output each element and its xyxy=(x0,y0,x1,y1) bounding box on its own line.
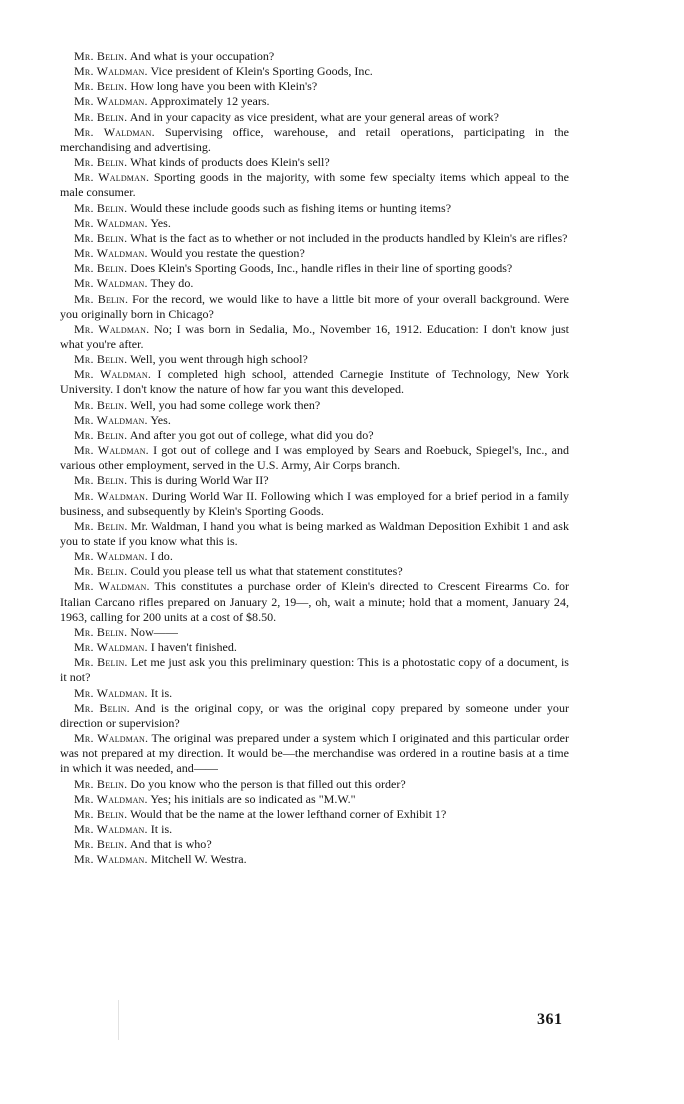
speaker-name: Mr. Waldman. xyxy=(74,367,152,382)
speaker-name: Mr. Belin. xyxy=(74,155,128,170)
speaker-name: Mr. Belin. xyxy=(74,564,128,579)
speech-text: During World War II. Following which I was employed for a brief period in a family business, and subsequently by Klein's Sporting Goods. xyxy=(60,488,570,518)
speaker-name: Mr. Belin. xyxy=(74,291,129,306)
speaker-name: Mr. Belin. xyxy=(74,776,128,791)
speaker-name: Mr. Waldman. xyxy=(74,731,149,746)
speaker-name: Mr. Waldman. xyxy=(74,640,148,655)
speech-text: I haven't finished. xyxy=(147,640,237,655)
speech-text: For the record, we would like to have a little bit more of your overall background. Were you originally born in Chicago? xyxy=(60,291,569,321)
transcript-paragraph xyxy=(60,261,569,276)
speaker-name: Mr. Waldman. xyxy=(74,821,148,836)
speaker-name: Mr. Belin. xyxy=(74,109,128,124)
speaker-name: Mr. Belin. xyxy=(74,624,128,639)
speaker-name: Mr. Belin. xyxy=(74,230,128,245)
speaker-name: Mr. Belin. xyxy=(74,352,128,367)
speech-text: And what is your occupation? xyxy=(127,49,275,63)
transcript-paragraph xyxy=(60,398,569,413)
speech-text: How long have you been with Klein's? xyxy=(127,79,318,94)
speaker-name: Mr. Waldman. xyxy=(74,549,148,564)
speaker-name: Mr. Waldman. xyxy=(74,246,148,261)
speech-text: I do. xyxy=(147,549,173,564)
speaker-name: Mr. Waldman. xyxy=(74,488,149,503)
transcript-paragraph xyxy=(60,731,569,776)
transcript-paragraph xyxy=(60,125,569,155)
speech-text: Supervising office, warehouse, and retail operations, participating in the merchandising and advertising. xyxy=(60,124,570,154)
speaker-name: Mr. Belin. xyxy=(74,49,128,63)
transcript-paragraph xyxy=(60,292,569,322)
speech-text: And after you got out of college, what did you do? xyxy=(127,427,374,442)
transcript-paragraph xyxy=(60,170,569,200)
speech-text: Well, you went through high school? xyxy=(127,352,308,367)
transcript-paragraph xyxy=(60,231,569,246)
transcript-paragraph xyxy=(60,473,569,488)
transcript-paragraph xyxy=(60,489,569,519)
speaker-name: Mr. Waldman. xyxy=(74,579,150,594)
speech-text: And in your capacity as vice president, what are your general areas of work? xyxy=(127,109,499,124)
margin-mark xyxy=(118,1000,119,1040)
speech-text: They do. xyxy=(147,276,194,291)
speaker-name: Mr. Waldman. xyxy=(74,276,148,291)
transcript-paragraph xyxy=(60,216,569,231)
speaker-name: Mr. Belin. xyxy=(74,655,128,670)
speech-text: What kinds of products does Klein's sell? xyxy=(127,155,330,170)
speech-text: No; I was born in Sedalia, Mo., November 16, 1912. Education: I don't know just what you're after. xyxy=(60,321,570,351)
transcript-paragraph xyxy=(60,201,569,216)
speaker-name: Mr. Waldman. xyxy=(74,685,148,700)
transcript-paragraph xyxy=(60,564,569,579)
speaker-name: Mr. Waldman. xyxy=(74,852,148,867)
transcript-paragraph xyxy=(60,837,569,852)
speaker-name: Mr. Belin. xyxy=(74,837,128,852)
speech-text: Let me just ask you this preliminary question: This is a photostatic copy of a document, is it not? xyxy=(60,655,570,685)
speech-text: And that is who? xyxy=(127,837,212,852)
transcript-paragraph xyxy=(60,822,569,837)
speech-text: Yes. xyxy=(147,215,171,230)
speech-text: Would these include goods such as fishing items or hunting items? xyxy=(127,200,452,215)
transcript-paragraph xyxy=(60,352,569,367)
transcript-paragraph xyxy=(60,686,569,701)
speech-text: Would that be the name at the lower lefthand corner of Exhibit 1? xyxy=(127,806,447,821)
speaker-name: Mr. Belin. xyxy=(74,427,128,442)
page-number: 361 xyxy=(537,1011,563,1028)
transcript-paragraph xyxy=(60,519,569,549)
transcript-paragraph xyxy=(60,155,569,170)
speech-text: Do you know who the person is that filled out this order? xyxy=(127,776,406,791)
speech-text: What is the fact as to whether or not included in the products handled by Klein's are rifles? xyxy=(127,230,568,245)
speaker-name: Mr. Waldman. xyxy=(74,412,148,427)
speaker-name: Mr. Waldman. xyxy=(74,443,149,458)
speech-text: Well, you had some college work then? xyxy=(127,397,321,412)
speech-text: Approximately 12 years. xyxy=(147,94,270,109)
speaker-name: Mr. Belin. xyxy=(74,806,128,821)
transcript-paragraph xyxy=(60,625,569,640)
speech-text: Now—— xyxy=(127,624,178,639)
transcript-paragraph xyxy=(60,655,569,685)
transcript-paragraph xyxy=(60,246,569,261)
transcript-paragraph xyxy=(60,49,569,64)
speaker-name: Mr. Waldman. xyxy=(74,124,155,139)
speech-text: Would you restate the question? xyxy=(147,246,305,261)
speech-text: It is. xyxy=(147,821,173,836)
speaker-name: Mr. Waldman. xyxy=(74,215,148,230)
transcript-paragraph xyxy=(60,413,569,428)
speech-text: Yes. xyxy=(147,412,171,427)
speech-text: And is the original copy, or was the original copy prepared by someone under your direction or supervision? xyxy=(60,700,569,730)
speech-text: Could you please tell us what that statement constitutes? xyxy=(127,564,403,579)
speech-text: Does Klein's Sporting Goods, Inc., handle rifles in their line of sporting goods? xyxy=(127,261,513,276)
speaker-name: Mr. Belin. xyxy=(74,473,128,488)
speaker-name: Mr. Waldman. xyxy=(74,94,148,109)
speech-text: I got out of college and I was employed by Sears and Roebuck, Spiegel's, Inc., and various other employment, served in the U.S. Army, Air Corps branch. xyxy=(60,443,570,473)
transcript-paragraph xyxy=(60,549,569,564)
speech-text: This constitutes a purchase order of Klein's directed to Crescent Firearms Co. for Italian Carcano rifles prepared on January 2, 19—, oh, wait a minute; hold that a moment, January 24, 1963, calling for 200 units at a cost of $8.50. xyxy=(60,579,569,624)
speaker-name: Mr. Waldman. xyxy=(74,170,150,185)
speaker-name: Mr. Belin. xyxy=(74,700,130,715)
transcript-paragraph xyxy=(60,94,569,109)
transcript-paragraph xyxy=(60,443,569,473)
transcript-paragraph xyxy=(60,792,569,807)
speech-text: The original was prepared under a system which I originated and this particular order was not prepared at my direction. It would be—the merchandise was ordered in a routine basis at a time in which it was needed, and—— xyxy=(60,731,569,776)
transcript-paragraph xyxy=(60,701,569,731)
speaker-name: Mr. Belin. xyxy=(74,518,128,533)
speech-text: Sporting goods in the majority, with some few specialty items which appeal to the male consumer. xyxy=(60,170,569,200)
speaker-name: Mr. Belin. xyxy=(74,261,128,276)
transcript-body xyxy=(60,49,569,867)
transcript-paragraph xyxy=(60,579,569,624)
speech-text: I completed high school, attended Carnegie Institute of Technology, New York University. I don't know the nature of how far you want this developed. xyxy=(60,367,569,397)
transcript-paragraph xyxy=(60,110,569,125)
speech-text: Vice president of Klein's Sporting Goods, Inc. xyxy=(147,64,373,79)
transcript-paragraph xyxy=(60,64,569,79)
transcript-paragraph xyxy=(60,852,569,867)
speech-text: It is. xyxy=(147,685,173,700)
transcript-paragraph xyxy=(60,276,569,291)
speaker-name: Mr. Belin. xyxy=(74,397,128,412)
speech-text: Mr. Waldman, I hand you what is being marked as Waldman Deposition Exhibit 1 and ask you to state if you know what this is. xyxy=(60,518,569,548)
speech-text: Yes; his initials are so indicated as "M.W." xyxy=(147,791,356,806)
transcript-paragraph xyxy=(60,777,569,792)
speaker-name: Mr. Belin. xyxy=(74,79,128,94)
transcript-paragraph xyxy=(60,640,569,655)
transcript-paragraph xyxy=(60,322,569,352)
transcript-paragraph xyxy=(60,428,569,443)
speaker-name: Mr. Waldman. xyxy=(74,64,148,79)
speaker-name: Mr. Belin. xyxy=(74,200,128,215)
speaker-name: Mr. Waldman. xyxy=(74,321,150,336)
speech-text: This is during World War II? xyxy=(127,473,269,488)
transcript-paragraph xyxy=(60,807,569,822)
speaker-name: Mr. Waldman. xyxy=(74,791,148,806)
speech-text: Mitchell W. Westra. xyxy=(147,852,247,867)
transcript-paragraph xyxy=(60,367,569,397)
transcript-paragraph xyxy=(60,79,569,94)
